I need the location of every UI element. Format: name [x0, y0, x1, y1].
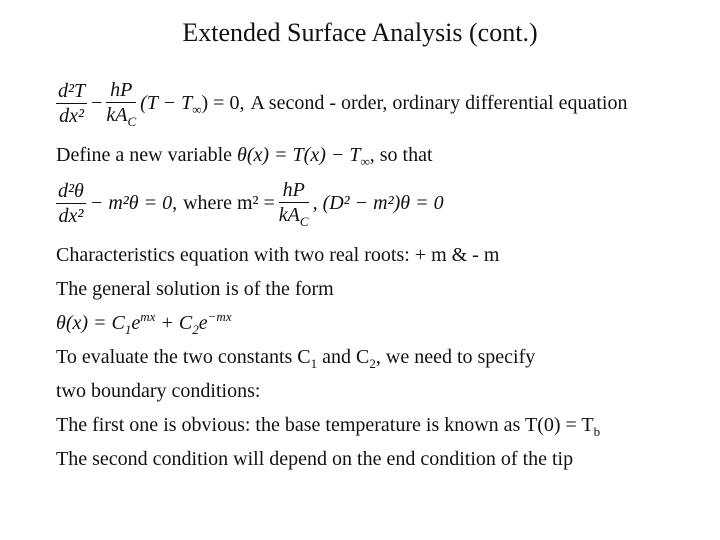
fraction-hP-kAc — [106, 78, 136, 129]
define-variable-line — [56, 144, 433, 167]
fraction-denominator: $kA_C$ — [278, 204, 309, 229]
slide-title: Extended Surface Analysis (cont.) — [182, 18, 538, 47]
fraction-d2theta-dx2 — [56, 179, 86, 228]
fraction-numerator: d²θ — [58, 180, 84, 202]
theta-definition: $\theta(x) = T(x) - T_\infty$ — [237, 144, 370, 169]
general-solution-equation: $\theta(x) = C_1e^{mx} + C_2e^{-mx}$ — [56, 309, 232, 337]
evaluate-constants-line: To evaluate the two constants $C_1$ and $C_2$, we need to specify — [56, 346, 536, 371]
fraction-numerator: hP — [106, 78, 136, 103]
fraction-numerator: hP — [279, 178, 309, 203]
equation-expression: $(T - T_\infty) = 0$, — [140, 92, 245, 117]
second-condition-line: The second condition will depend on the end condition of the tip — [56, 448, 574, 470]
where-m-squared: where m² = — [183, 192, 275, 214]
minus-sign: − — [91, 92, 103, 114]
first-condition-line: The first one is obvious: the base temperature is known as $T(0) = T_b$ — [56, 414, 601, 439]
fraction-numerator: d²T — [58, 80, 86, 102]
define-tail: , so that — [369, 144, 433, 166]
operator-form: , (D² − m²)θ = 0 — [312, 192, 444, 214]
equation-theta-ode — [52, 178, 444, 229]
equation-middle: − m²θ = 0, — [89, 192, 178, 214]
equation-fin-ode — [52, 78, 627, 129]
fraction-d2T-dx2 — [56, 79, 87, 128]
fraction-denominator: dx² — [58, 205, 84, 227]
fraction-denominator: $kA_C$ — [106, 104, 137, 129]
characteristics-line: Characteristics equation with two real roots: + m & - m — [56, 244, 500, 266]
equation-description: A second - order, ordinary differential equation — [250, 92, 628, 114]
fraction-hP-kAc — [279, 178, 309, 229]
general-solution-line: The general solution is of the form — [56, 278, 334, 300]
define-text: Define a new variable — [56, 144, 233, 166]
boundary-conditions-line: two boundary conditions: — [56, 380, 261, 402]
fraction-denominator: dx² — [59, 105, 84, 127]
